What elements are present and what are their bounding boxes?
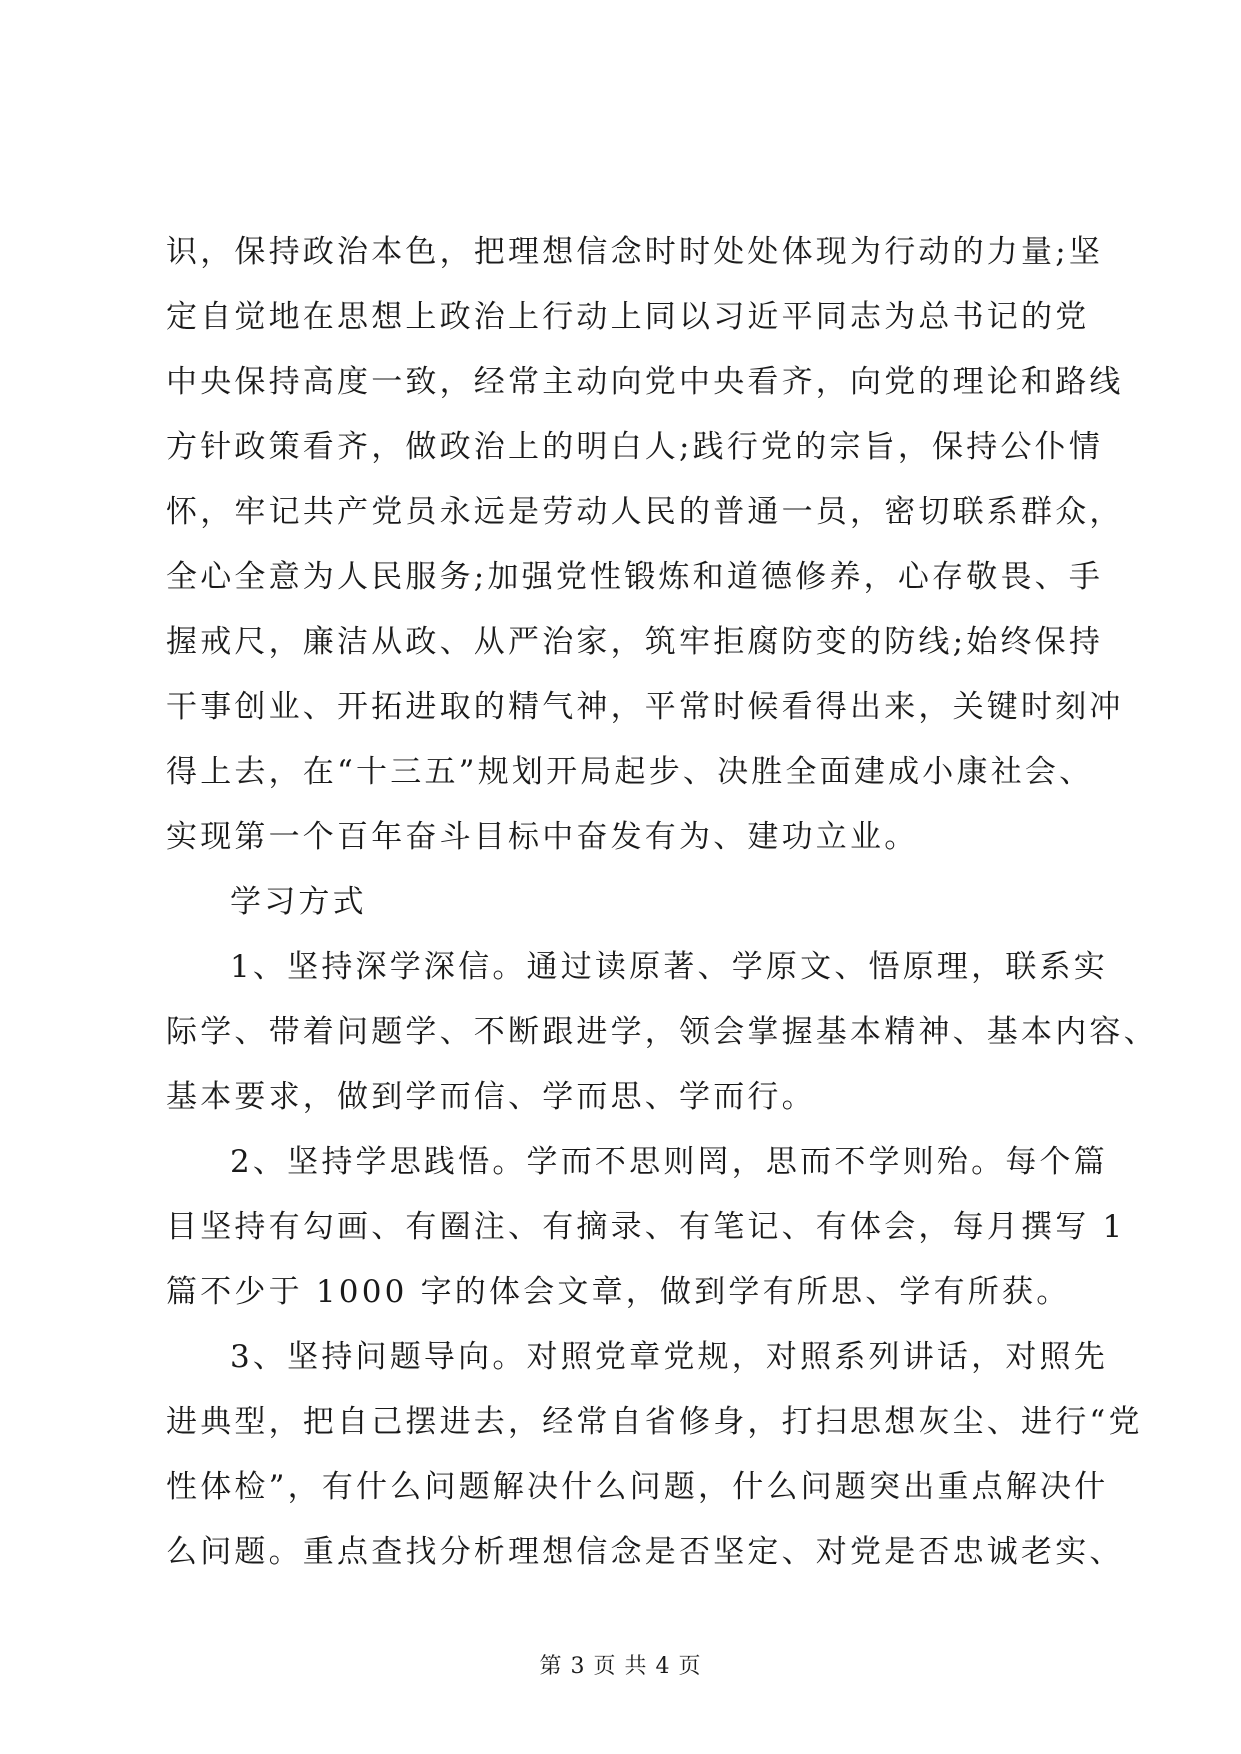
text-line: 目坚持有勾画、有圈注、有摘录、有笔记、有体会，每月撰写 1 — [166, 1209, 1126, 1245]
text-line: 实现第一个百年奋斗目标中奋发有为、建功立业。 — [166, 819, 919, 855]
text-line: 1、坚持深学深信。通过读原著、学原文、悟原理，联系实 — [230, 949, 1108, 985]
text-line: 得上去，在“十三五”规划开局起步、决胜全面建成小康社会、 — [166, 754, 1094, 790]
text-line: 怀，牢记共产党员永远是劳动人民的普通一员，密切联系群众， — [166, 494, 1124, 530]
text-line: 干事创业、开拓进取的精气神，平常时候看得出来，关键时刻冲 — [166, 689, 1124, 725]
text-line: 识，保持政治本色，把理想信念时时处处体现为行动的力量;坚 — [166, 234, 1104, 270]
text-line: 么问题。重点查找分析理想信念是否坚定、对党是否忠诚老实、 — [166, 1534, 1124, 1570]
text-line: 2、坚持学思践悟。学而不思则罔，思而不学则殆。每个篇 — [230, 1144, 1108, 1180]
text-line: 方针政策看齐，做政治上的明白人;践行党的宗旨，保持公仆情 — [166, 429, 1104, 465]
text-line: 篇不少于 1000 字的体会文章，做到学有所思、学有所获。 — [166, 1274, 1071, 1310]
text-line: 握戒尺，廉洁从政、从严治家，筑牢拒腐防变的防线;始终保持 — [166, 624, 1104, 660]
text-line: 定自觉地在思想上政治上行动上同以习近平同志为总书记的党 — [166, 299, 1090, 335]
text-line: 全心全意为人民服务;加强党性锻炼和道德修养，心存敬畏、手 — [166, 559, 1104, 595]
text-line: 性体检”，有什么问题解决什么问题，什么问题突出重点解决什 — [166, 1469, 1109, 1505]
section-heading: 学习方式 — [230, 884, 367, 920]
text-line: 际学、带着问题学、不断跟进学，领会掌握基本精神、基本内容、 — [166, 1014, 1158, 1050]
text-line: 3、坚持问题导向。对照党章党规，对照系列讲话，对照先 — [230, 1339, 1108, 1375]
text-line: 进典型，把自己摆进去，经常自省修身，打扫思想灰尘、进行“党 — [166, 1404, 1143, 1440]
text-line: 基本要求，做到学而信、学而思、学而行。 — [166, 1079, 816, 1115]
page-number: 第 3 页 共 4 页 — [539, 1654, 702, 1679]
text-line: 中央保持高度一致，经常主动向党中央看齐，向党的理论和路线 — [166, 364, 1124, 400]
